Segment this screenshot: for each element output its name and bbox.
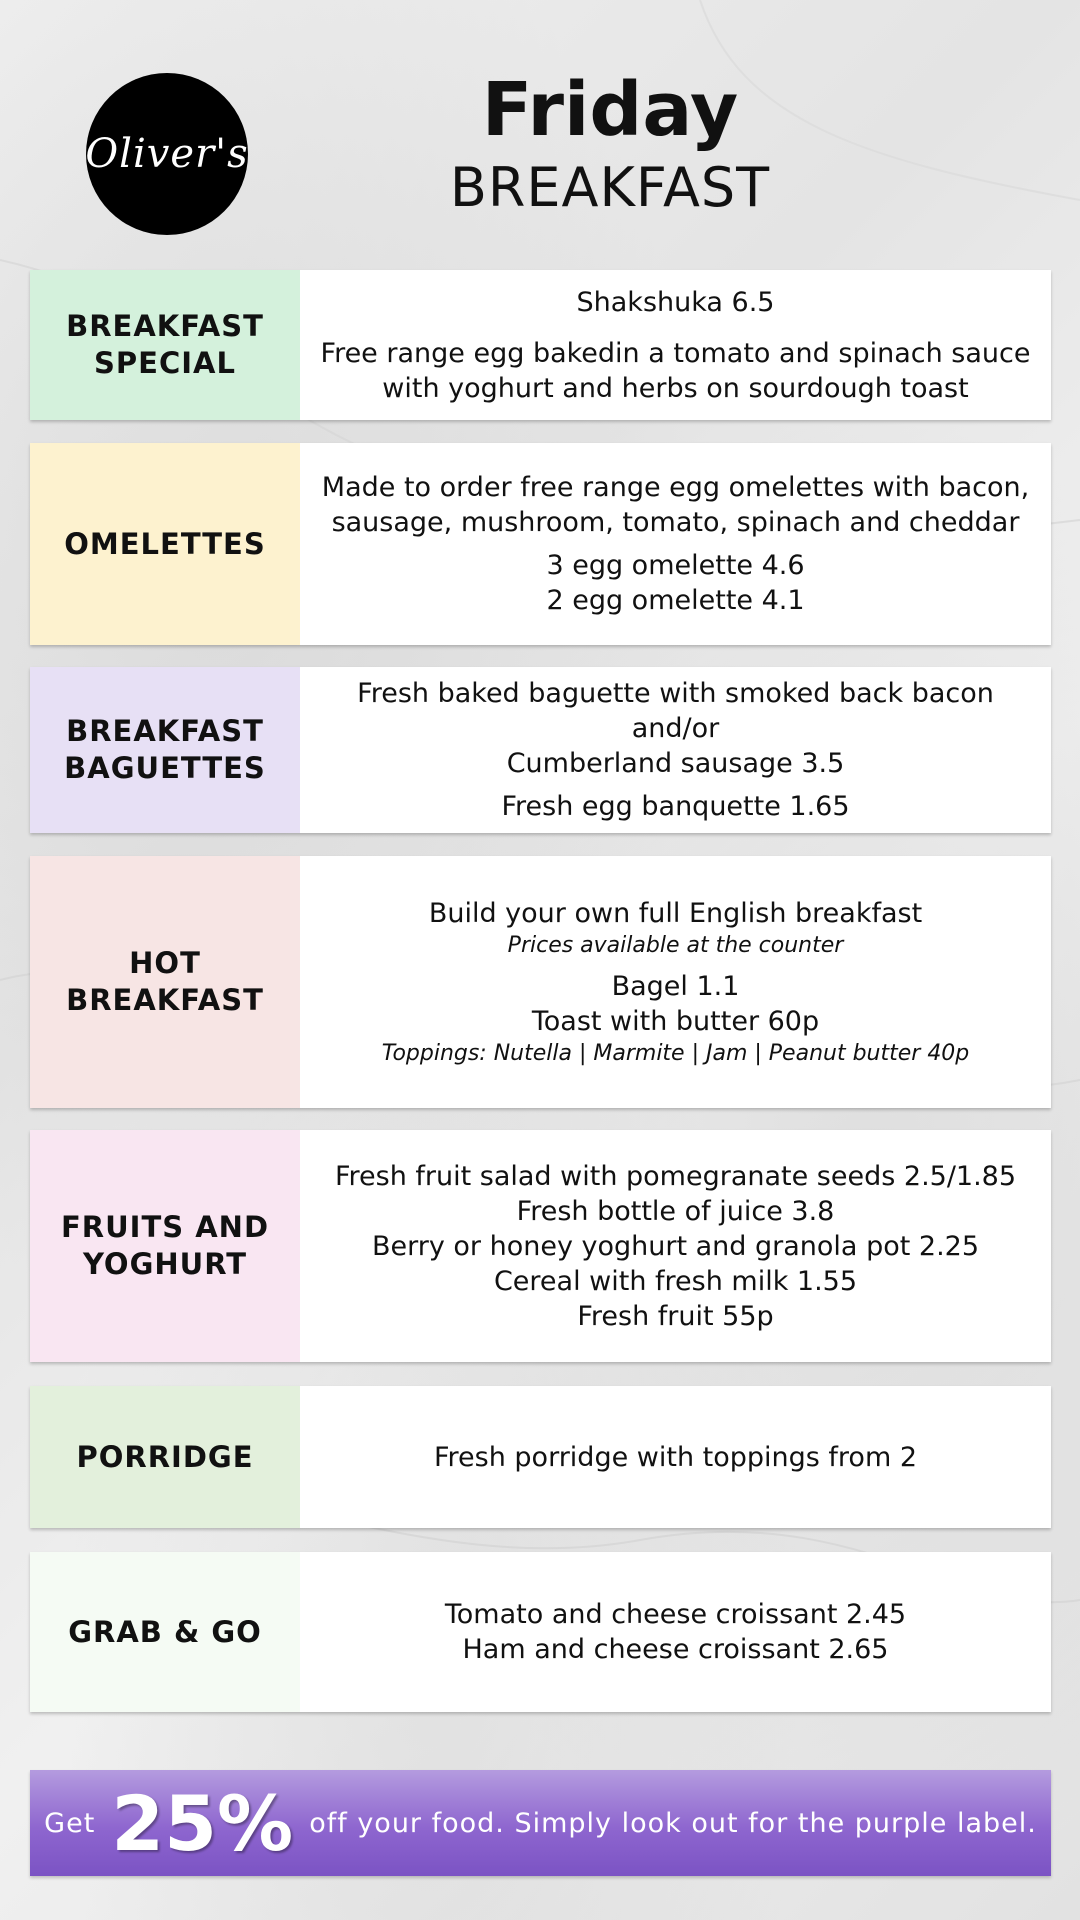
menu-item: Tomato and cheese croissant 2.45 [444, 1599, 907, 1630]
menu-item: Build your own full English breakfast [428, 897, 923, 929]
menu-item-description: Free range egg bakedin a tomato and spinach sauce [320, 337, 1031, 369]
oliver-logo [86, 73, 248, 235]
menu-item: Ham and cheese croissant 2.65 [462, 1634, 889, 1665]
menu-item: Fresh fruit 55p [577, 1300, 774, 1332]
section-items [300, 1552, 1051, 1712]
section-porridge [30, 1386, 1051, 1528]
section-grab-and-go [30, 1552, 1051, 1712]
category-label: FRUITS AND YOGHURT [30, 1130, 300, 1362]
promo-prefix: Get [44, 1807, 96, 1839]
category-label: BREAKFAST SPECIAL [30, 270, 300, 420]
menu-item: Fresh porridge with toppings from 2 [433, 1441, 918, 1473]
section-items [300, 1386, 1051, 1528]
section-breakfast-special [30, 270, 1051, 420]
menu-item-description: Made to order free range egg omelettes with bacon, [321, 472, 1030, 503]
day-title: Friday [481, 67, 739, 153]
category-label: PORRIDGE [30, 1386, 300, 1528]
category-label: BREAKFAST BAGUETTES [30, 667, 300, 833]
section-omelettes [30, 443, 1051, 645]
category-label: HOT BREAKFAST [30, 856, 300, 1108]
category-label: GRAB & GO [30, 1552, 300, 1712]
toppings-note: Toppings: Nutella | Marmite | Jam | Peanut butter 40p [381, 1040, 970, 1066]
promo-text: off your food. Simply look out for the purple label. [309, 1807, 1037, 1839]
section-items [300, 443, 1051, 645]
section-items [300, 856, 1051, 1108]
price-note: Prices available at the counter [507, 932, 844, 958]
menu-item-description: with yoghurt and herbs on sourdough toast [382, 372, 969, 404]
section-fruits-and-yoghurt [30, 1130, 1051, 1362]
section-items [300, 270, 1051, 420]
logo-text: Oliver's [85, 131, 249, 177]
menu-item: Shakshuka 6.5 [576, 286, 775, 318]
section-breakfast-baguettes [30, 667, 1051, 833]
menu-item: Fresh bottle of juice 3.8 [516, 1195, 835, 1227]
menu-item: Bagel 1.1 [611, 970, 740, 1002]
menu-item: 3 egg omelette 4.6 [546, 550, 805, 581]
promo-percent: 25% [111, 1778, 294, 1868]
menu-item: Cereal with fresh milk 1.55 [493, 1265, 858, 1297]
meal-title: BREAKFAST [449, 156, 771, 219]
menu-item: Berry or honey yoghurt and granola pot 2.25 [371, 1230, 980, 1262]
discount-banner [30, 1770, 1051, 1876]
menu-item-description: Fresh baked baguette with smoked back bacon and/or [357, 678, 994, 744]
section-items [300, 1130, 1051, 1362]
menu-item: Fresh fruit salad with pomegranate seeds 2.5/1.85 [334, 1160, 1017, 1192]
section-items [300, 667, 1051, 833]
menu-item: Fresh egg banquette 1.65 [501, 791, 850, 822]
menu-item: Cumberland sausage 3.5 [506, 748, 845, 779]
category-label: OMELETTES [30, 443, 300, 645]
menu-item: 2 egg omelette 4.1 [546, 585, 805, 616]
menu-item: Toast with butter 60p [531, 1005, 820, 1037]
menu-item-description: sausage, mushroom, tomato, spinach and cheddar [331, 507, 1020, 538]
section-hot-breakfast [30, 856, 1051, 1108]
